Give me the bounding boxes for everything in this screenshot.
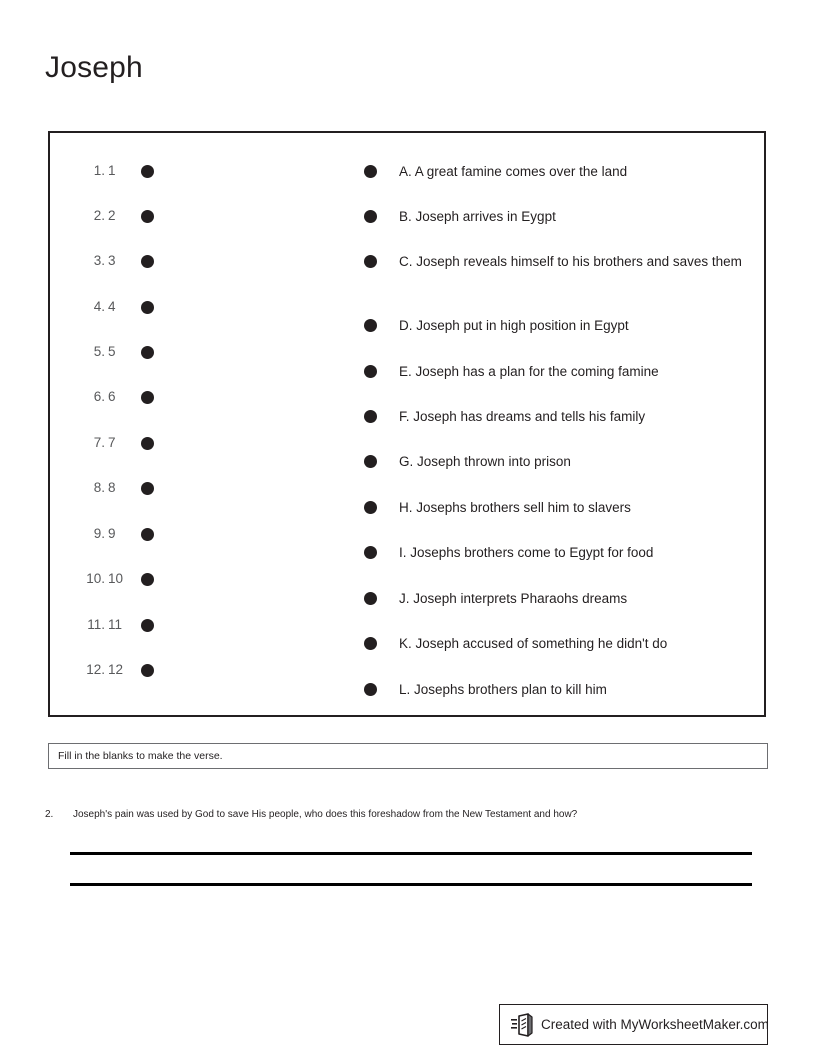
instruction-text: Fill in the blanks to make the verse. (58, 750, 223, 762)
matching-item-number: 5. (93, 344, 105, 359)
footer-badge[interactable] (499, 1004, 768, 1045)
matching-left-row (50, 342, 350, 362)
matching-item-value: 3 (108, 253, 116, 268)
matching-left-bullet[interactable] (141, 301, 154, 314)
matching-item-value: 4 (108, 299, 116, 314)
matching-item-value: 10 (108, 571, 124, 586)
matching-choice-bullet[interactable] (364, 319, 377, 332)
matching-left-row (50, 660, 350, 680)
matching-left-bullet[interactable] (141, 573, 154, 586)
matching-choice-text: J. Joseph interprets Pharaohs dreams (399, 591, 628, 606)
matching-item-value: 5 (108, 344, 116, 359)
matching-choice-bullet[interactable] (364, 255, 377, 268)
worksheet-maker-logo-icon (511, 1013, 533, 1037)
matching-item-value: 6 (108, 389, 116, 404)
matching-choice-text: C. Joseph reveals himself to his brothers and saves them (399, 254, 742, 269)
matching-choice-bullet[interactable] (364, 637, 377, 650)
matching-choice-bullet[interactable] (364, 592, 377, 605)
matching-choice-text: E. Joseph has a plan for the coming famine (399, 364, 659, 379)
matching-item-value: 8 (108, 480, 116, 495)
matching-item-number: 11. (87, 617, 105, 632)
matching-left-row (50, 297, 350, 317)
matching-left-row (50, 478, 350, 498)
matching-item-number: 3. (93, 253, 105, 268)
matching-left-row (50, 524, 350, 544)
answer-line-2[interactable] (70, 883, 752, 886)
page-title: Joseph (45, 51, 143, 84)
matching-left-row (50, 433, 350, 453)
answer-line-1[interactable] (70, 852, 752, 855)
matching-item-value: 9 (108, 526, 116, 541)
matching-left-row (50, 569, 350, 589)
matching-left-row (50, 615, 350, 635)
matching-item-value: 12 (108, 662, 124, 677)
matching-choice-text: K. Joseph accused of something he didn't do (399, 636, 668, 651)
question-number: 2. (45, 809, 54, 820)
matching-left-row (50, 251, 350, 271)
matching-choice-bullet[interactable] (364, 410, 377, 423)
matching-left-row (50, 387, 350, 407)
matching-choice-bullet[interactable] (364, 546, 377, 559)
matching-choice-text: G. Joseph thrown into prison (399, 454, 571, 469)
matching-left-bullet[interactable] (141, 619, 154, 632)
footer-badge-text: Created with MyWorksheetMaker.com (541, 1016, 769, 1032)
matching-item-number: 2. (93, 208, 105, 223)
matching-item-number: 10. (86, 571, 105, 586)
matching-left-bullet[interactable] (141, 664, 154, 677)
matching-choice-bullet[interactable] (364, 365, 377, 378)
matching-item-number: 12. (86, 662, 105, 677)
matching-left-bullet[interactable] (141, 210, 154, 223)
matching-left-bullet[interactable] (141, 255, 154, 268)
matching-choice-text: A. A great famine comes over the land (399, 164, 628, 179)
matching-left-bullet[interactable] (141, 482, 154, 495)
matching-item-number: 4. (93, 299, 105, 314)
matching-choice-text: B. Joseph arrives in Eygpt (399, 209, 556, 224)
footer-badge-inner (500, 1005, 767, 1044)
matching-left-bullet[interactable] (141, 437, 154, 450)
matching-left-row (50, 161, 350, 181)
matching-choice-bullet[interactable] (364, 501, 377, 514)
matching-choice-text: I. Josephs brothers come to Egypt for food (399, 545, 654, 560)
matching-left-bullet[interactable] (141, 528, 154, 541)
matching-item-value: 2 (108, 208, 116, 223)
matching-choice-text: H. Josephs brothers sell him to slavers (399, 500, 631, 515)
matching-left-bullet[interactable] (141, 346, 154, 359)
matching-choice-text: L. Josephs brothers plan to kill him (399, 682, 607, 697)
matching-item-number: 6. (93, 389, 105, 404)
matching-left-bullet[interactable] (141, 165, 154, 178)
matching-exercise-box (48, 131, 766, 717)
matching-left-bullet[interactable] (141, 391, 154, 404)
instruction-bar (48, 743, 768, 769)
matching-item-value: 11 (108, 617, 123, 632)
matching-choice-text: D. Joseph put in high position in Egypt (399, 318, 629, 333)
matching-choice-bullet[interactable] (364, 210, 377, 223)
matching-item-number: 7. (93, 435, 105, 450)
matching-item-value: 7 (108, 435, 116, 450)
matching-choice-bullet[interactable] (364, 683, 377, 696)
matching-item-number: 9. (93, 526, 105, 541)
matching-item-value: 1 (108, 163, 116, 178)
matching-left-row (50, 206, 350, 226)
matching-item-number: 8. (93, 480, 105, 495)
matching-choice-bullet[interactable] (364, 455, 377, 468)
matching-choice-bullet[interactable] (364, 165, 377, 178)
matching-choice-text: F. Joseph has dreams and tells his family (399, 409, 646, 424)
question-text: Joseph's pain was used by God to save His people, who does this foreshadow from the New Testament and how? (73, 809, 578, 820)
matching-item-number: 1. (93, 163, 105, 178)
